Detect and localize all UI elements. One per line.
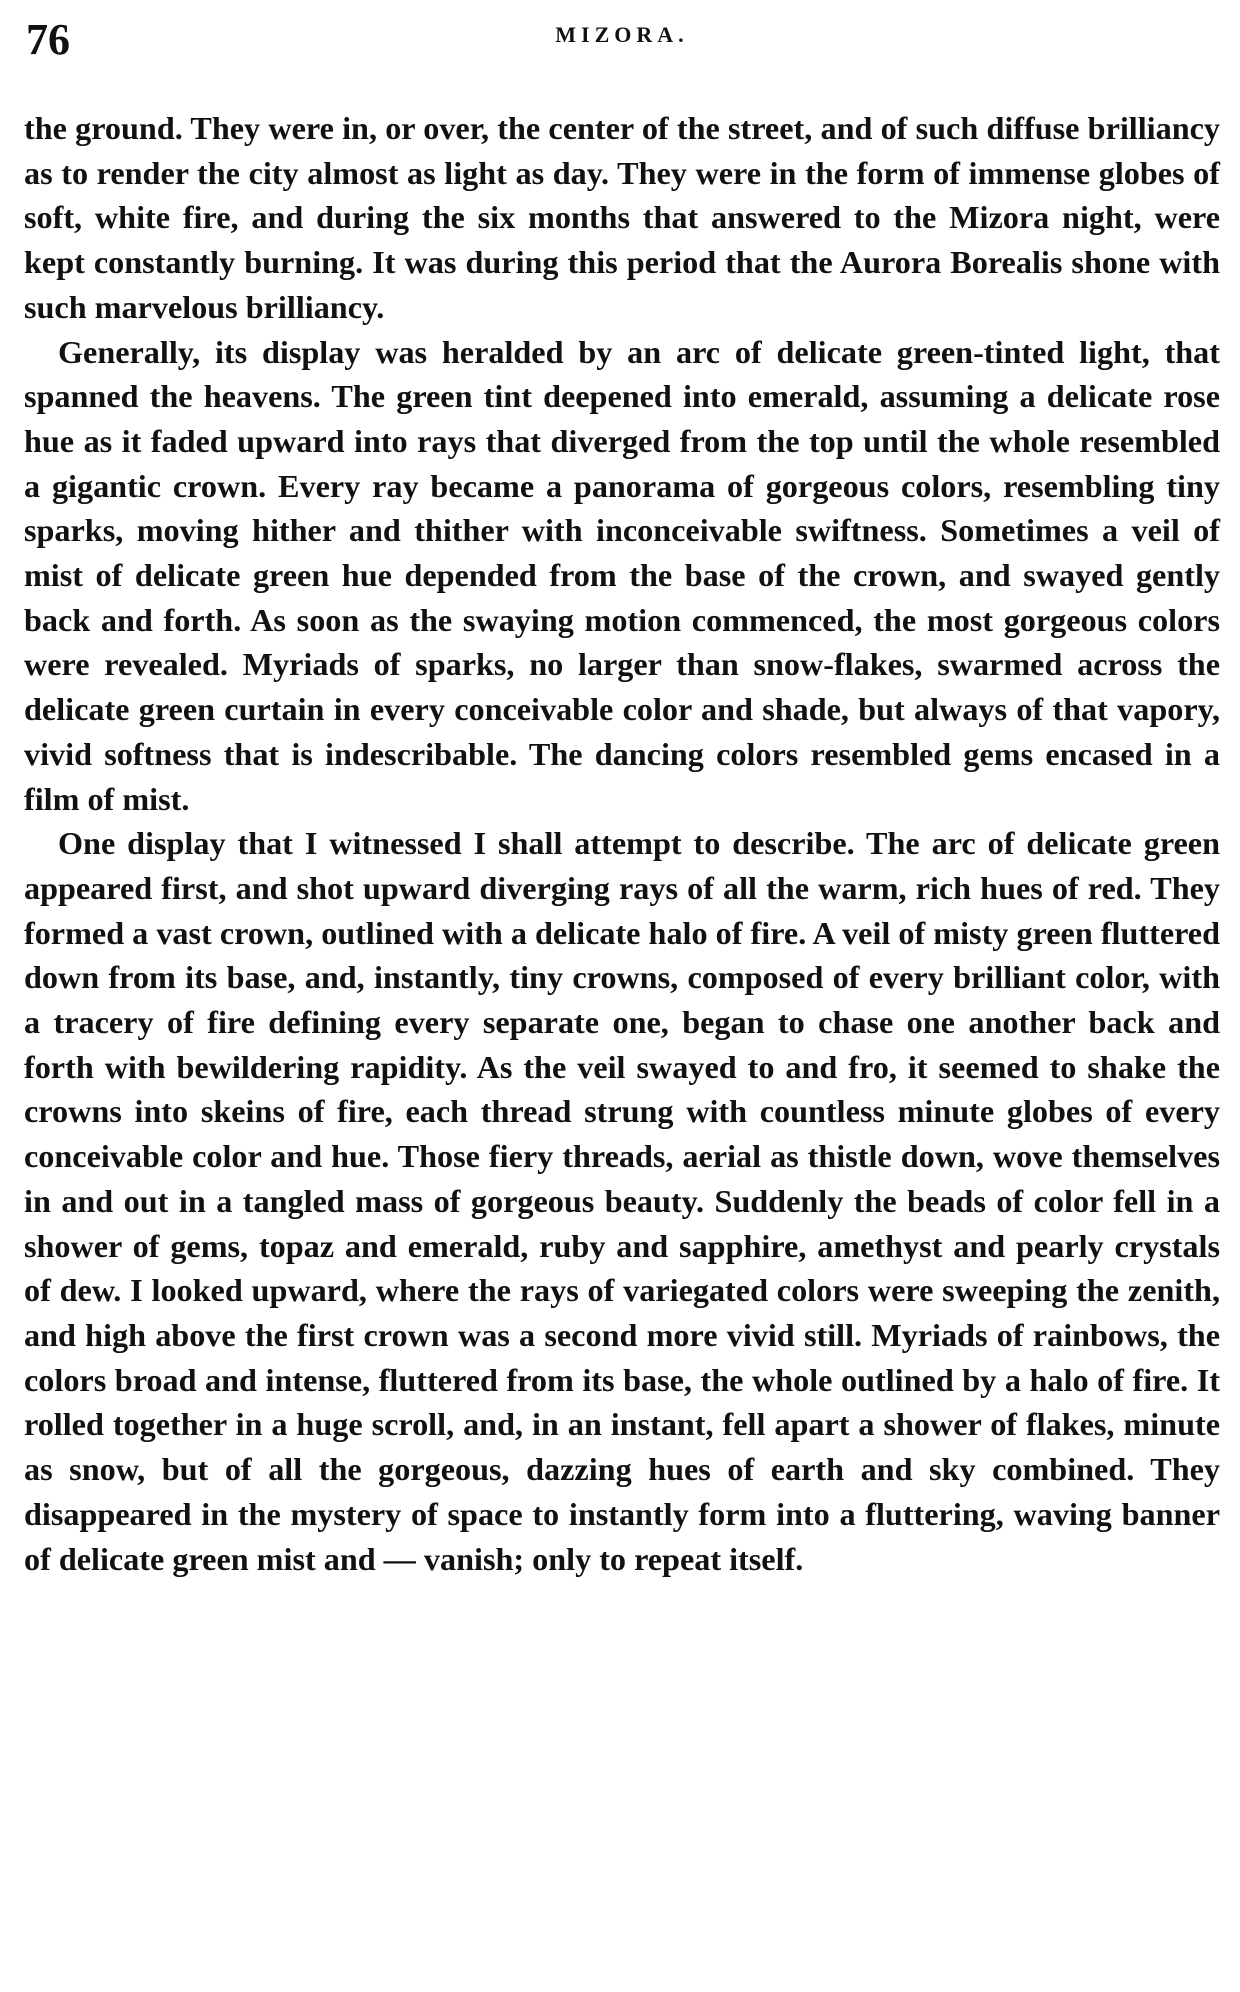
running-title: MIZORA.: [555, 22, 689, 47]
paragraph-aurora-display: Generally, its display was heralded by an arc of delicate green-tinted light, that spanned the heavens. The green tint deepened into emerald, assuming a delicate rose hue as it faded upward into rays that diverged from the top until the whole resembled a gigantic crown. Every ray became a panorama of gorgeous colors, resembling tiny sparks, moving hither and thither with inconceivable swiftness. Sometimes a veil of mist of delicate green hue depended from the base of the crown, and swayed gently back and forth. As soon as the swaying motion commenced, the most gorgeous colors were revealed. Myriads of sparks, no larger than snow-flakes, swarmed across the delicate green curtain in every conceivable color and shade, but always of that vapory, vivid softness that is indescribable. The dancing colors resembled gems encased in a film of mist.: [24, 333, 1220, 817]
paragraph-continued: the ground. They were in, or over, the center of the street, and of such diffuse brilliancy as to render the city almost as light as day. They were in the form of immense globes of soft, white fire, and during the six months that answered to the Mizora night, were kept constantly burning. It was during this period that the Aurora Borealis shone with such marvelous brilliancy.: [24, 110, 1220, 325]
page-number: 76: [26, 15, 70, 64]
book-page: [24, 14, 1220, 1581]
body-text: [24, 106, 1220, 1581]
paragraph-witnessed-display: One display that I witnessed I shall attempt to describe. The arc of delicate green appeared first, and shot upward diverging rays of all the warm, rich hues of red. They formed a vast crown, outlined with a delicate halo of fire. A veil of misty green fluttered down from its base, and, instantly, tiny crowns, composed of every brilliant color, with a tracery of fire defining every separate one, began to chase one another back and forth with bewildering rapidity. As the veil swayed to and fro, it seemed to shake the crowns into skeins of fire, each thread strung with countless minute globes of every conceivable color and hue. Those fiery threads, aerial as thistle down, wove themselves in and out in a tangled mass of gorgeous beauty. Suddenly the beads of color fell in a shower of gems, topaz and emerald, ruby and sapphire, amethyst and pearly crystals of dew. I looked upward, where the rays of variegated colors were sweeping the zenith, and high above the first crown was a second more vivid still. Myriads of rainbows, the colors broad and intense, fluttered from its base, the whole outlined by a halo of fire. It rolled together in a huge scroll, and, in an instant, fell apart a shower of flakes, minute as snow, but of all the gorgeous, dazzing hues of earth and sky combined. They disappeared in the mystery of space to instantly form into a fluttering, waving banner of delicate green mist and — vanish; only to repeat itself.: [24, 825, 1220, 1577]
running-head: [24, 14, 1220, 66]
